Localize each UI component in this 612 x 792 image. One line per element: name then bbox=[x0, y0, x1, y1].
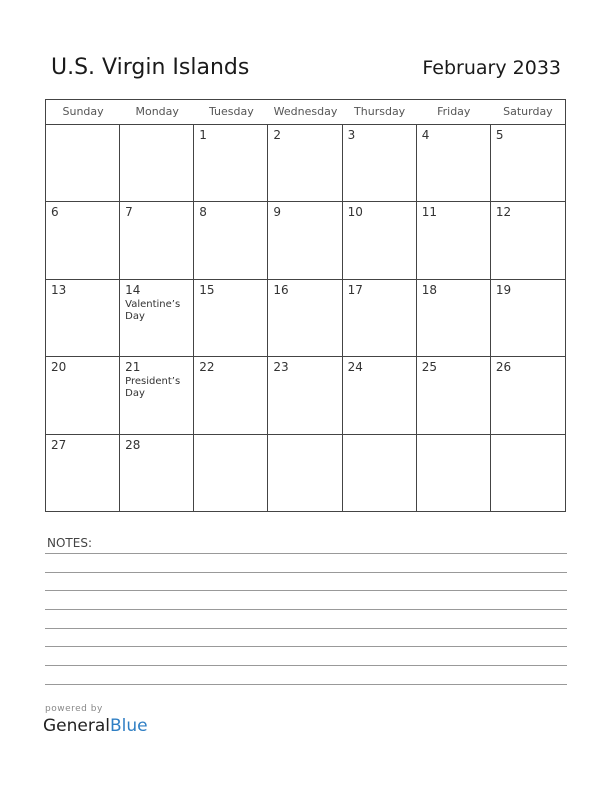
day-number: 24 bbox=[347, 360, 363, 375]
day-cell bbox=[491, 357, 565, 434]
calendar-grid bbox=[45, 99, 566, 512]
day-cell bbox=[194, 125, 268, 202]
day-cell bbox=[491, 280, 565, 357]
day-cell bbox=[46, 202, 120, 279]
calendar-title: U.S. Virgin Islands bbox=[51, 55, 250, 80]
day-number: 1 bbox=[199, 128, 207, 142]
day-cell bbox=[417, 125, 491, 202]
day-number: 5 bbox=[495, 128, 504, 142]
day-number: 17 bbox=[347, 282, 363, 297]
day-number: 21 bbox=[125, 360, 141, 375]
day-cell bbox=[268, 125, 342, 202]
day-cell bbox=[491, 125, 565, 202]
day-cell bbox=[46, 125, 120, 202]
day-cell bbox=[343, 357, 417, 434]
day-cell bbox=[491, 202, 565, 279]
day-cell bbox=[343, 435, 417, 512]
brand-blue: Blue bbox=[110, 716, 148, 736]
day-cell bbox=[46, 435, 120, 512]
day-cell bbox=[417, 357, 491, 434]
day-cell bbox=[268, 357, 342, 434]
day-number: 12 bbox=[495, 205, 512, 220]
weekday-label: Monday bbox=[135, 105, 179, 118]
day-cell bbox=[120, 125, 194, 202]
day-number: 19 bbox=[495, 282, 512, 297]
holiday-label: Valentine’s Day bbox=[125, 298, 181, 322]
note-line bbox=[45, 628, 567, 629]
weekday-label: Friday bbox=[437, 105, 471, 118]
day-cell bbox=[46, 357, 120, 434]
weekday-label: Wednesday bbox=[273, 105, 338, 118]
notes-label: NOTES: bbox=[47, 536, 92, 550]
weekday-label: Saturday bbox=[503, 105, 553, 118]
day-number: 27 bbox=[51, 437, 67, 452]
day-number: 7 bbox=[125, 205, 133, 220]
day-cell bbox=[417, 435, 491, 512]
day-number: 4 bbox=[421, 128, 430, 142]
day-cell bbox=[194, 357, 268, 434]
day-number: 9 bbox=[273, 205, 282, 220]
day-cell bbox=[194, 280, 268, 357]
day-cell bbox=[46, 280, 120, 357]
day-number: 15 bbox=[199, 282, 215, 297]
brand-logo bbox=[43, 716, 148, 736]
day-number: 25 bbox=[421, 360, 437, 375]
day-number: 13 bbox=[51, 282, 67, 297]
day-cell bbox=[120, 435, 194, 512]
day-cell bbox=[120, 280, 194, 357]
weekday-label: Tuesday bbox=[208, 105, 254, 118]
day-cell bbox=[268, 202, 342, 279]
day-cell bbox=[343, 202, 417, 279]
note-line bbox=[45, 590, 567, 591]
note-line bbox=[45, 646, 567, 647]
day-cell bbox=[194, 435, 268, 512]
day-cell bbox=[417, 280, 491, 357]
day-number: 14 bbox=[125, 282, 141, 297]
powered-by-text: powered by bbox=[45, 704, 103, 714]
month-year: February 2033 bbox=[422, 57, 561, 79]
day-cell bbox=[491, 435, 565, 512]
day-cell bbox=[417, 202, 491, 279]
day-number: 18 bbox=[421, 282, 437, 297]
day-number: 20 bbox=[51, 360, 67, 375]
note-line bbox=[45, 572, 567, 573]
day-number: 16 bbox=[273, 282, 289, 297]
holiday-label: President’s Day bbox=[125, 376, 181, 400]
day-number: 8 bbox=[199, 205, 207, 220]
day-number: 10 bbox=[347, 205, 363, 220]
note-line bbox=[45, 553, 567, 554]
day-cell bbox=[120, 357, 194, 434]
day-cell bbox=[268, 435, 342, 512]
day-cell bbox=[343, 125, 417, 202]
day-number: 2 bbox=[273, 128, 282, 142]
note-line bbox=[45, 684, 567, 685]
day-number: 28 bbox=[125, 437, 141, 452]
note-line bbox=[45, 609, 567, 610]
day-cell bbox=[194, 202, 268, 279]
day-number: 23 bbox=[273, 360, 289, 375]
day-cell bbox=[343, 280, 417, 357]
days-grid bbox=[46, 125, 565, 512]
weekday-label: Sunday bbox=[62, 105, 104, 118]
day-cell bbox=[120, 202, 194, 279]
note-line bbox=[45, 665, 567, 666]
brand-general: General bbox=[43, 716, 110, 736]
weekday-header bbox=[46, 100, 565, 125]
day-number: 6 bbox=[51, 205, 59, 220]
day-cell bbox=[268, 280, 342, 357]
day-number: 11 bbox=[421, 205, 437, 220]
day-number: 26 bbox=[495, 360, 512, 375]
weekday-label: Thursday bbox=[354, 105, 406, 118]
day-number: 22 bbox=[199, 360, 215, 375]
day-number: 3 bbox=[347, 128, 356, 142]
